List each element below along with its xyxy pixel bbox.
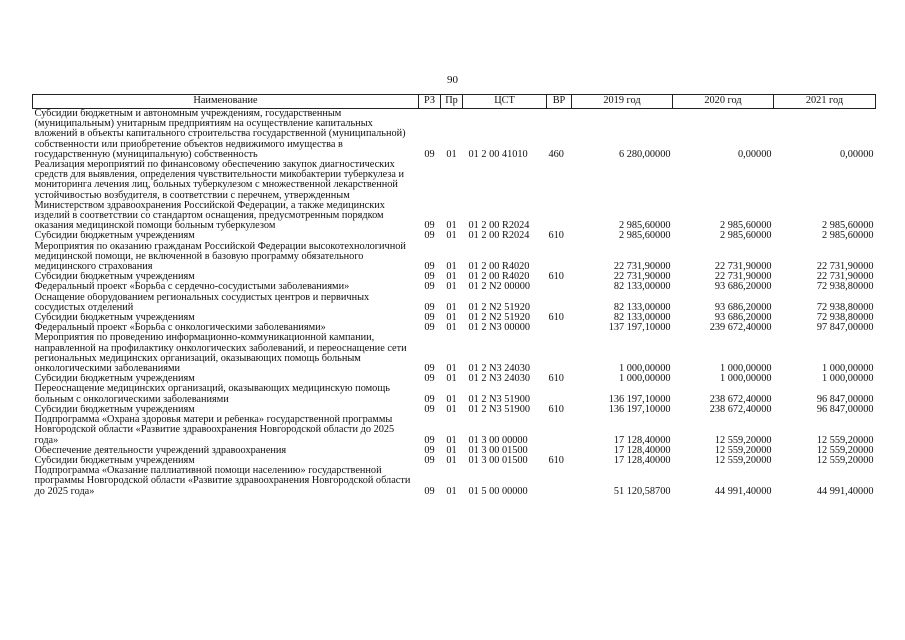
row-cst: 01 2 00 41010 — [468, 148, 528, 160]
row-vr — [547, 160, 572, 231]
row-cst: 01 2 00 R4020 — [468, 261, 530, 273]
table-row — [33, 231, 876, 241]
row-2021: 96 847,00000 — [816, 404, 874, 415]
row-cst: 01 2 00 R2024 — [468, 220, 530, 232]
header-2021: 2021 год — [774, 95, 876, 109]
row-vr: 610 — [548, 313, 564, 324]
row-2019: 82 133,00000 — [613, 313, 671, 324]
budget-table — [32, 94, 876, 497]
row-pr: 01 — [446, 485, 457, 497]
row-pr: 01 — [446, 220, 457, 232]
row-name: Подпрограмма «Оказание паллиативной помощи населению» государственной программы Новгородской области «Развитие здравоохранения Новгородской области до 2025 года» — [34, 466, 411, 497]
row-pr: 01 — [446, 301, 457, 313]
table-row — [33, 242, 876, 273]
row-2019: 136 197,10000 — [608, 393, 671, 405]
row-name: Субсидии бюджетным учреждениям — [34, 272, 195, 283]
row-2020: 1 000,00000 — [720, 374, 772, 385]
row-pr: 01 — [446, 313, 457, 324]
row-2020: 22 731,90000 — [714, 272, 772, 283]
header-vr: ВР — [547, 95, 572, 109]
row-2021: 2 985,60000 — [822, 220, 874, 232]
row-2020: 238 672,40000 — [709, 393, 772, 405]
table-row — [33, 446, 876, 456]
header-name: Наименование — [33, 95, 419, 109]
row-rz: 09 — [424, 434, 435, 446]
row-2021: 22 731,90000 — [816, 272, 874, 283]
row-name: Субсидии бюджетным учреждениям — [34, 231, 195, 242]
row-pr: 01 — [446, 363, 457, 375]
row-2021: 72 938,80000 — [816, 282, 874, 293]
header-cst: ЦСТ — [463, 95, 547, 109]
table-row — [33, 293, 876, 313]
row-vr: 610 — [548, 404, 564, 415]
row-vr: 610 — [548, 455, 564, 466]
row-name: Федеральный проект «Борьба с онкологическими заболеваниями» — [34, 323, 326, 334]
row-name: Подпрограмма «Охрана здоровья матери и ребенка» государственной программы Новгородской области «Развитие здравоохранения Новгородской области до 2025 года» — [34, 415, 395, 446]
row-2021: 72 938,80000 — [816, 313, 874, 324]
row-2020: 12 559,20000 — [714, 455, 772, 466]
row-2020: 93 686,20000 — [714, 313, 772, 324]
row-2019: 82 133,00000 — [613, 301, 671, 313]
table-row — [33, 466, 876, 497]
table-row — [33, 405, 876, 415]
row-2019: 2 985,60000 — [619, 220, 671, 232]
row-name: Субсидии бюджетным учреждениям — [34, 313, 195, 324]
table-row — [33, 160, 876, 231]
row-2019: 17 128,40000 — [613, 455, 671, 466]
row-pr: 01 — [446, 272, 457, 283]
page-number: 90 — [447, 74, 458, 86]
row-pr: 01 — [446, 282, 457, 293]
table-row — [33, 333, 876, 374]
table-header-row — [33, 95, 876, 109]
table-row — [33, 313, 876, 323]
row-vr: 460 — [548, 148, 564, 160]
row-2019: 137 197,10000 — [608, 323, 671, 334]
row-rz: 09 — [424, 323, 435, 334]
row-cst: 01 2 00 R4020 — [468, 272, 530, 283]
row-vr — [547, 446, 572, 456]
row-name: Субсидии бюджетным и автономным учреждениям, государственным (муниципальным) унитарным предприятиям на осуществление капитальных вложений в объекты капитального строительства государственной (муниципальной) собственности или приобретение объектов недвижимого имущества в государственную (муниципальную) собственность — [34, 108, 406, 160]
header-rz: РЗ — [419, 95, 441, 109]
row-2019: 82 133,00000 — [613, 282, 671, 293]
row-2020: 22 731,90000 — [714, 261, 772, 273]
table-row — [33, 109, 876, 161]
row-vr — [547, 282, 572, 292]
row-name: Мероприятия по проведению информационно-коммуникационной кампании, направленной на профилактику онкологических заболеваний, и переоснащение сети региональных медицинских организаций, оказывающих помощь больным онкологическими заболеваниями — [34, 333, 407, 375]
row-2020: 238 672,40000 — [709, 404, 772, 415]
row-vr — [547, 466, 572, 497]
row-name: Переоснащение медицинских организаций, оказывающих медицинскую помощь больным с онкологическими заболеваниями — [34, 384, 390, 405]
row-2019: 17 128,40000 — [613, 434, 671, 446]
row-2021: 96 847,00000 — [816, 393, 874, 405]
row-2020: 12 559,20000 — [714, 434, 772, 446]
row-2021: 0,00000 — [840, 148, 874, 160]
row-pr: 01 — [446, 148, 457, 160]
row-pr: 01 — [446, 323, 457, 334]
row-cst: 01 2 N2 51920 — [468, 301, 530, 313]
row-vr: 610 — [548, 374, 564, 385]
table-row — [33, 323, 876, 333]
row-2021: 97 847,00000 — [816, 323, 874, 334]
row-cst: 01 5 00 00000 — [468, 485, 528, 497]
row-pr: 01 — [446, 374, 457, 385]
row-2020: 239 672,40000 — [709, 323, 772, 334]
header-2020: 2020 год — [673, 95, 774, 109]
row-name: Субсидии бюджетным учреждениям — [34, 455, 195, 466]
row-pr: 01 — [446, 261, 457, 273]
row-vr — [547, 333, 572, 374]
row-2021: 22 731,90000 — [816, 261, 874, 273]
row-2021: 1 000,00000 — [822, 363, 874, 375]
row-name: Реализация мероприятий по финансовому обеспечению закупок диагностических средств для выявления, определения чувствительности микобактерии туберкулеза и мониторинга лечения лиц, больных туберкулезом с множественной лекарственной устойчивостью возбудителя, в соответствии с перечнем, утвержденным Министерством здравоохранения Российской Федерации, а также медицинских изделий в соответствии со стандартом оснащения, предусмотренным порядком оказания медицинской помощи больным туберкулезом — [34, 160, 405, 232]
row-2019: 1 000,00000 — [619, 374, 671, 385]
row-2019: 6 280,00000 — [619, 148, 671, 160]
row-vr — [547, 323, 572, 333]
row-2019: 2 985,60000 — [619, 231, 671, 242]
row-vr: 610 — [548, 231, 564, 242]
row-rz: 09 — [424, 272, 435, 283]
row-2021: 12 559,20000 — [816, 434, 874, 446]
row-name: Обеспечение деятельности учреждений здравоохранения — [34, 445, 287, 456]
row-rz: 09 — [424, 313, 435, 324]
row-cst: 01 2 00 R2024 — [468, 231, 530, 242]
row-2020: 2 985,60000 — [720, 231, 772, 242]
row-rz: 09 — [424, 148, 435, 160]
table-row — [33, 282, 876, 292]
row-vr — [547, 293, 572, 313]
row-rz: 09 — [424, 261, 435, 273]
row-cst: 01 2 N2 00000 — [468, 282, 530, 293]
row-name: Субсидии бюджетным учреждениям — [34, 404, 195, 415]
row-cst: 01 2 N3 24030 — [468, 374, 530, 385]
row-vr — [547, 242, 572, 273]
row-rz: 09 — [424, 363, 435, 375]
table-row — [33, 384, 876, 404]
row-name: Федеральный проект «Борьба с сердечно-сосудистыми заболеваниями» — [34, 282, 350, 293]
table-row — [33, 272, 876, 282]
row-cst: 01 2 N3 51900 — [468, 404, 530, 415]
row-cst: 01 3 00 01500 — [468, 445, 528, 456]
row-pr: 01 — [446, 455, 457, 466]
row-rz: 09 — [424, 393, 435, 405]
row-cst: 01 2 N2 51920 — [468, 313, 530, 324]
row-rz: 09 — [424, 374, 435, 385]
table-row — [33, 415, 876, 446]
row-pr: 01 — [446, 445, 457, 456]
row-2020: 12 559,20000 — [714, 445, 772, 456]
table-row — [33, 456, 876, 466]
row-2019: 136 197,10000 — [608, 404, 671, 415]
row-rz: 09 — [424, 220, 435, 232]
row-2020: 2 985,60000 — [720, 220, 772, 232]
row-name: Оснащение оборудованием региональных сосудистых центров и первичных сосудистых отделений — [34, 292, 370, 313]
row-pr: 01 — [446, 393, 457, 405]
row-pr: 01 — [446, 404, 457, 415]
row-2021: 1 000,00000 — [822, 374, 874, 385]
row-pr: 01 — [446, 434, 457, 446]
row-2019: 1 000,00000 — [619, 363, 671, 375]
row-2020: 93 686,20000 — [714, 282, 772, 293]
row-2019: 51 120,58700 — [613, 485, 671, 497]
row-pr: 01 — [446, 231, 457, 242]
row-rz: 09 — [424, 301, 435, 313]
header-2019: 2019 год — [572, 95, 673, 109]
row-name: Мероприятия по оказанию гражданам Российской Федерации высокотехнологичной медицинской помощи, не включенной в базовую программу обязательного медицинского страхования — [34, 241, 406, 273]
row-rz: 09 — [424, 404, 435, 415]
row-vr: 610 — [548, 272, 564, 283]
row-2020: 93 686,20000 — [714, 301, 772, 313]
row-cst: 01 2 N3 51900 — [468, 393, 530, 405]
row-2019: 22 731,90000 — [613, 261, 671, 273]
row-rz: 09 — [424, 485, 435, 497]
row-2021: 72 938,80000 — [816, 301, 874, 313]
row-rz: 09 — [424, 231, 435, 242]
row-vr — [547, 415, 572, 446]
row-2020: 0,00000 — [738, 148, 772, 160]
row-rz: 09 — [424, 455, 435, 466]
row-rz: 09 — [424, 282, 435, 293]
row-2021: 44 991,40000 — [816, 485, 874, 497]
row-2021: 12 559,20000 — [816, 445, 874, 456]
row-vr — [547, 384, 572, 404]
table-row — [33, 374, 876, 384]
row-cst: 01 2 N3 24030 — [468, 363, 530, 375]
row-2021: 2 985,60000 — [822, 231, 874, 242]
row-2019: 22 731,90000 — [613, 272, 671, 283]
row-cst: 01 3 00 01500 — [468, 455, 528, 466]
row-2019: 17 128,40000 — [613, 445, 671, 456]
header-pr: Пр — [441, 95, 463, 109]
row-2021: 12 559,20000 — [816, 455, 874, 466]
row-cst: 01 2 N3 00000 — [468, 323, 530, 334]
row-rz: 09 — [424, 445, 435, 456]
row-2020: 1 000,00000 — [720, 363, 772, 375]
row-cst: 01 3 00 00000 — [468, 434, 528, 446]
row-name: Субсидии бюджетным учреждениям — [34, 374, 195, 385]
row-2020: 44 991,40000 — [714, 485, 772, 497]
